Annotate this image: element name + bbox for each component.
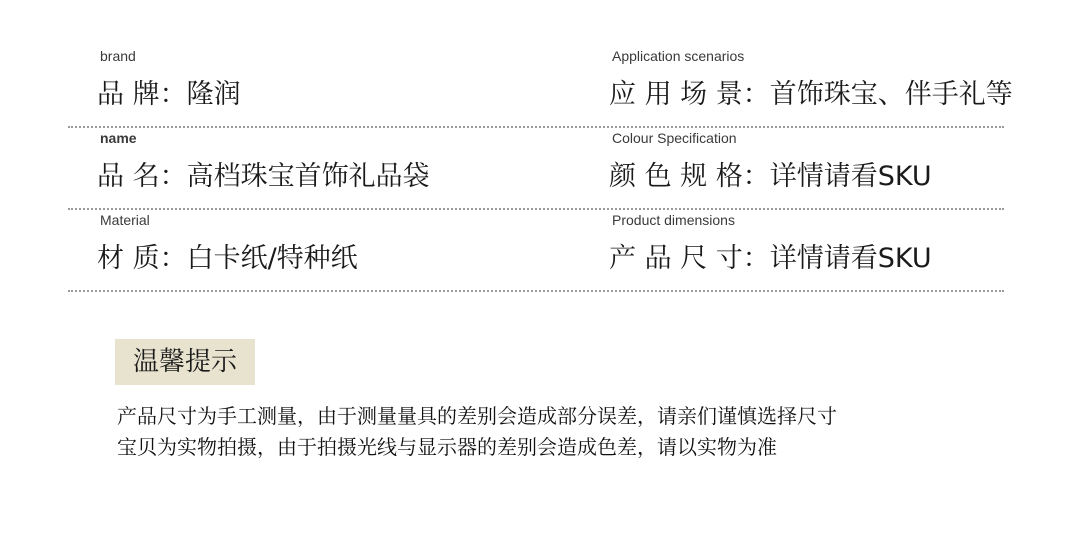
dotted-divider	[68, 208, 1004, 210]
spec-row-3	[68, 212, 1004, 292]
dimensions-label: Product dimensions	[612, 212, 735, 228]
colour-value: 颜 色 规 格：详情请看SKU	[609, 161, 932, 192]
brand-label: brand	[100, 48, 136, 64]
colour-label: Colour Specification	[612, 130, 737, 146]
application-value: 应 用 场 景：首饰珠宝、伴手礼等	[609, 79, 1013, 110]
tip-line: 宝贝为实物拍摄，由于拍摄光线与显示器的差别会造成色差，请以实物为准	[117, 435, 777, 459]
application-label: Application scenarios	[612, 48, 745, 64]
spec-row-2	[68, 130, 1004, 210]
tips-title: 温馨提示	[115, 339, 255, 385]
dimensions-value: 产 品 尺 寸：详情请看SKU	[609, 243, 932, 274]
brand-value: 品 牌：隆润	[97, 79, 241, 110]
tip-line: 产品尺寸为手工测量，由于测量量具的差别会造成部分误差，请亲们谨慎选择尺寸	[117, 404, 837, 428]
material-label: Material	[100, 212, 150, 228]
name-value: 品 名：高档珠宝首饰礼品袋	[97, 161, 430, 192]
name-label: name	[100, 130, 137, 146]
spec-row-1	[68, 48, 1013, 128]
dotted-divider	[68, 290, 1004, 292]
material-value: 材 质：白卡纸/特种纸	[97, 243, 358, 274]
dotted-divider	[68, 126, 1004, 128]
